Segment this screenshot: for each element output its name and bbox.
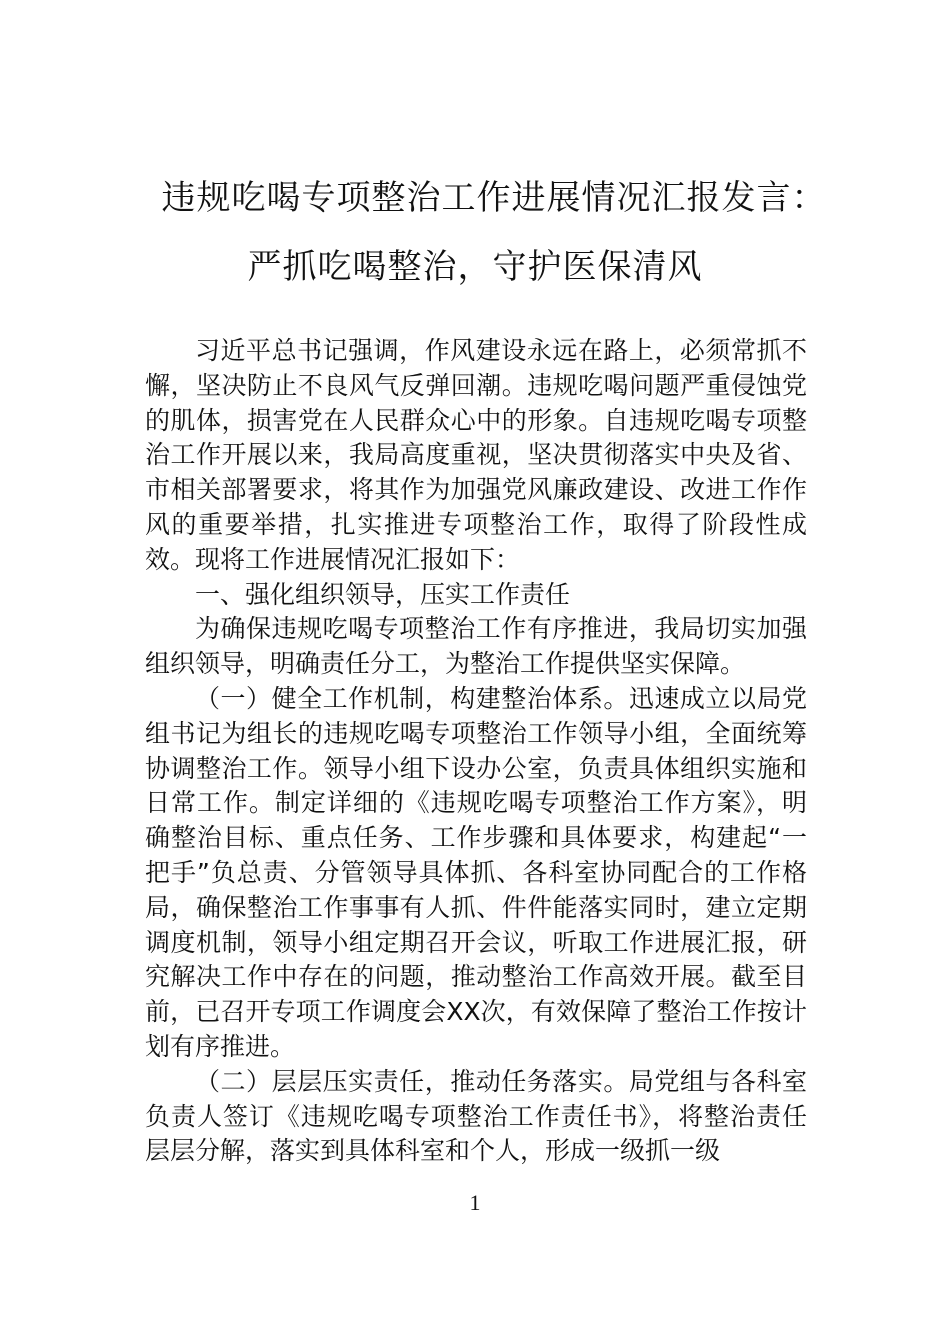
document-title-line-2: 严抓吃喝整治，守护医保清风 — [247, 247, 703, 287]
section-1-intro-paragraph: 为确保违规吃喝专项整治工作有序推进，我局切实加强组织领导，明确责任分工，为整治工作提供坚实保障。 — [145, 614, 807, 679]
document-title-line-1: 违规吃喝专项整治工作进展情况汇报发言： — [161, 178, 827, 218]
intro-paragraph: 习近平总书记强调，作风建设永远在路上，必须常抓不懈，坚决防止不良风气反弹回潮。违规吃喝问题严重侵蚀党的肌体，损害党在人民群众心中的形象。自违规吃喝专项整治工作开展以来，我局高度重视，坚决贯彻落实中央及省、市相关部署要求，将其作为加强党风廉政建设、改进工作作风的重要举措，扎实推进专项整治工作，取得了阶段性成效。现将工作进展情况汇报如下： — [145, 336, 807, 574]
page-number: 1 — [469, 1190, 481, 1215]
subsection-2-paragraph: （二）层层压实责任，推动任务落实。局党组与各科室负责人签订《违规吃喝专项整治工作责任书》，将整治责任层层分解，落实到具体科室和个人，形成一级抓一级 — [145, 1066, 807, 1166]
document-body — [145, 334, 807, 1169]
section-heading-1: 一、强化组织领导，压实工作责任 — [195, 579, 571, 609]
subsection-1-paragraph: （一）健全工作机制，构建整治体系。迅速成立以局党组书记为组长的违规吃喝专项整治工作领导小组，全面统筹协调整治工作。领导小组下设办公室，负责具体组织实施和日常工作。制定详细的《违规吃喝专项整治工作方案》，明确整治目标、重点任务、工作步骤和具体要求，构建起“一把手”负总责、分管领导具体抓、各科室协同配合的工作格局，确保整治工作事事有人抓、件件能落实同时，建立定期调度机制，领导小组定期召开会议，听取工作进展汇报，研究解决工作中存在的问题，推动整治工作高效开展。截至目前，已召开专项工作调度会XX次，有效保障了整治工作按计划有序推进。 — [145, 683, 807, 1061]
